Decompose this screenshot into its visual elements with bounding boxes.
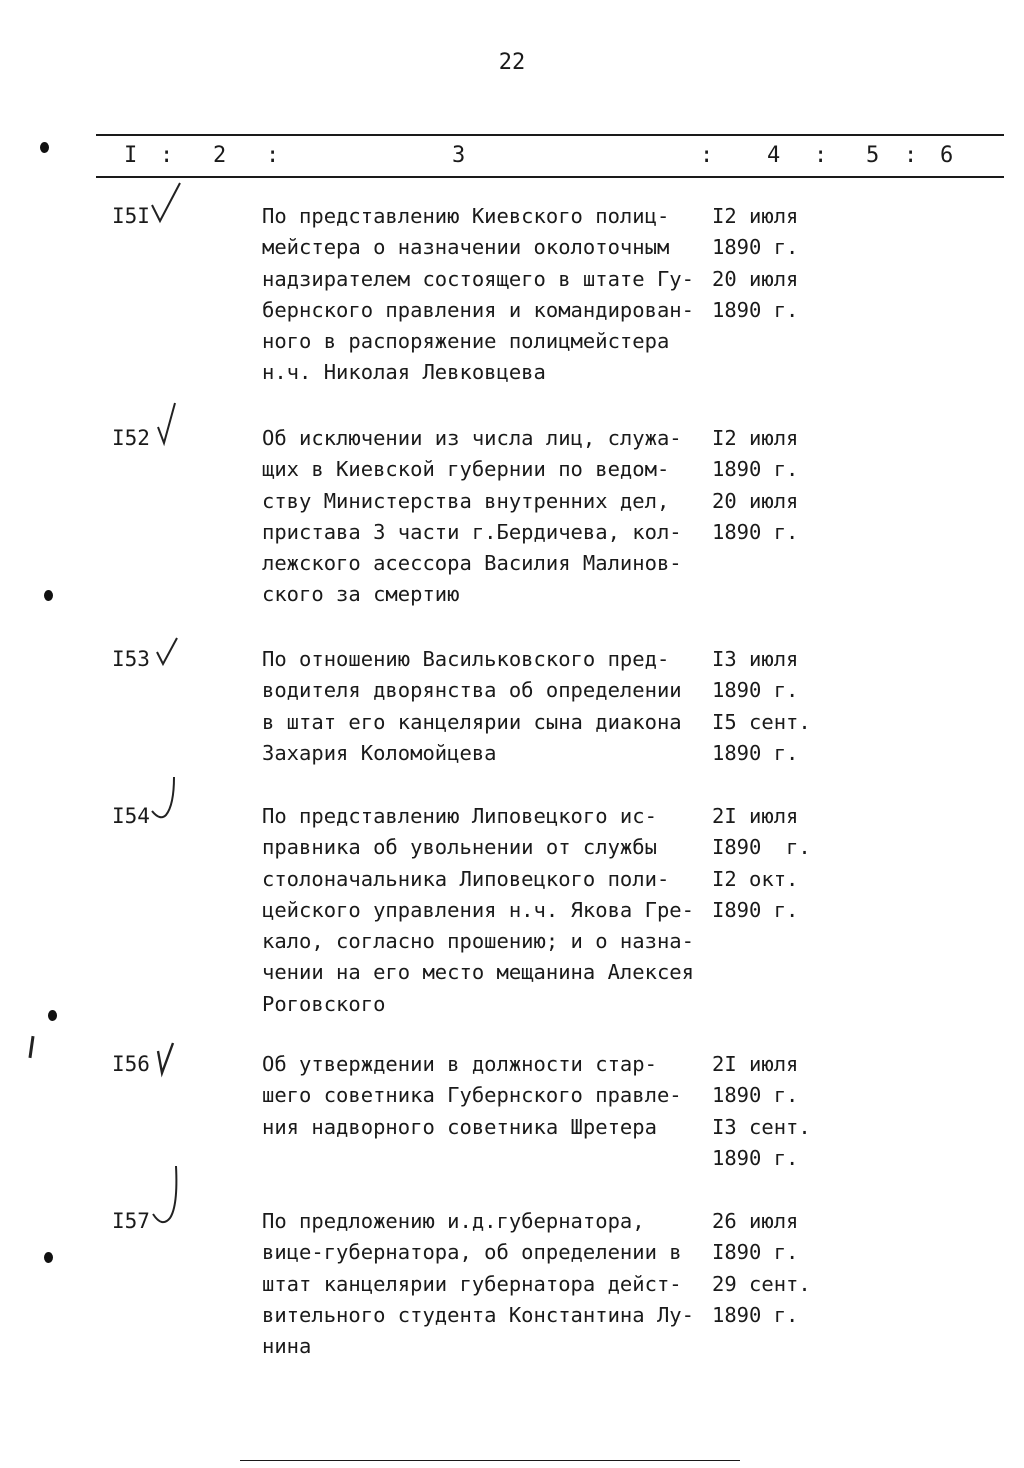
entry-dates: 26 июля I890 г. 29 сент. 1890 г. (712, 1209, 811, 1327)
entry-description: Об исключении из числа лиц, служа- щих в Киевской губернии по ведом- ству Министерства внутренних дел, пристава 3 части г.Бердичева, кол- лежского асессора Василия Малинов- ского за смертию (262, 426, 682, 607)
margin-punch-mark (40, 142, 49, 153)
entry-dates: I2 июля 1890 г. 20 июля 1890 г. (712, 426, 799, 544)
column-separator: : (904, 143, 918, 168)
column-header-2: 2 (213, 143, 227, 168)
margin-pen-mark (28, 1036, 34, 1058)
checkmark-icon (155, 1041, 177, 1079)
page-number: 22 (498, 50, 526, 75)
entry-number: I56 (112, 1052, 150, 1076)
margin-punch-mark (44, 590, 53, 601)
column-header-5: 5 (866, 143, 880, 168)
entry-number: I52 (112, 426, 150, 450)
checkmark-icon (150, 775, 180, 829)
entry-number: I53 (112, 647, 150, 671)
table-header-rule (96, 176, 1004, 178)
margin-punch-mark (48, 1010, 57, 1021)
column-separator: : (160, 143, 174, 168)
entry-number: I5I (112, 204, 150, 228)
entry-dates: 2I июля I890 г. I2 окт. I890 г. (712, 804, 811, 922)
margin-punch-mark (44, 1252, 53, 1263)
entry-dates: I2 июля 1890 г. 20 июля 1890 г. (712, 204, 799, 322)
entry-number: I57 (112, 1209, 150, 1233)
checkmark-icon (150, 181, 184, 227)
entry-description: Об утверждении в должности стар- шего советника Губернского правле- ния надворного советника Шретера (262, 1052, 682, 1139)
entry-dates: 2I июля 1890 г. I3 сент. 1890 г. (712, 1052, 811, 1170)
column-header-6: 6 (940, 143, 954, 168)
checkmark-icon (155, 636, 181, 670)
column-separator: : (700, 143, 714, 168)
column-header-4: 4 (767, 143, 781, 168)
checkmark-icon (155, 401, 181, 449)
entry-description: По представлению Липовецкого ис- правника об увольнении от службы столоначальника Липовецкого поли- цейского управления н.ч. Якова Гре- кало, согласно прошению; и о назна- чении на его место мещанина Алексея Роговского (262, 804, 694, 1016)
entry-description: По представлению Киевского полиц- мейстера о назначении околоточным надзирателем состоящего в штате Гу- бернского правления и командирован- ного в распоряжение полицмейстера н.ч. Николая Левковцева (262, 204, 694, 385)
column-header-1: I (124, 143, 138, 168)
checkmark-icon (150, 1164, 184, 1234)
table-top-rule (96, 134, 1004, 136)
entry-description: По отношению Васильковского пред- водителя дворянства об определении в штат его канцелярии сына диакона Захария Коломойцева (262, 647, 682, 765)
entry-number: I54 (112, 804, 150, 828)
column-separator: : (814, 143, 828, 168)
entry-dates: I3 июля 1890 г. I5 сент. 1890 г. (712, 647, 811, 765)
page-bottom-rule (240, 1460, 740, 1461)
column-header-3: 3 (452, 143, 466, 168)
entry-description: По предложению и.д.губернатора, вице-губернатора, об определении в штат канцелярии губернатора дейст- вительного студента Константина Лу- нина (262, 1209, 694, 1359)
column-separator: : (266, 143, 280, 168)
